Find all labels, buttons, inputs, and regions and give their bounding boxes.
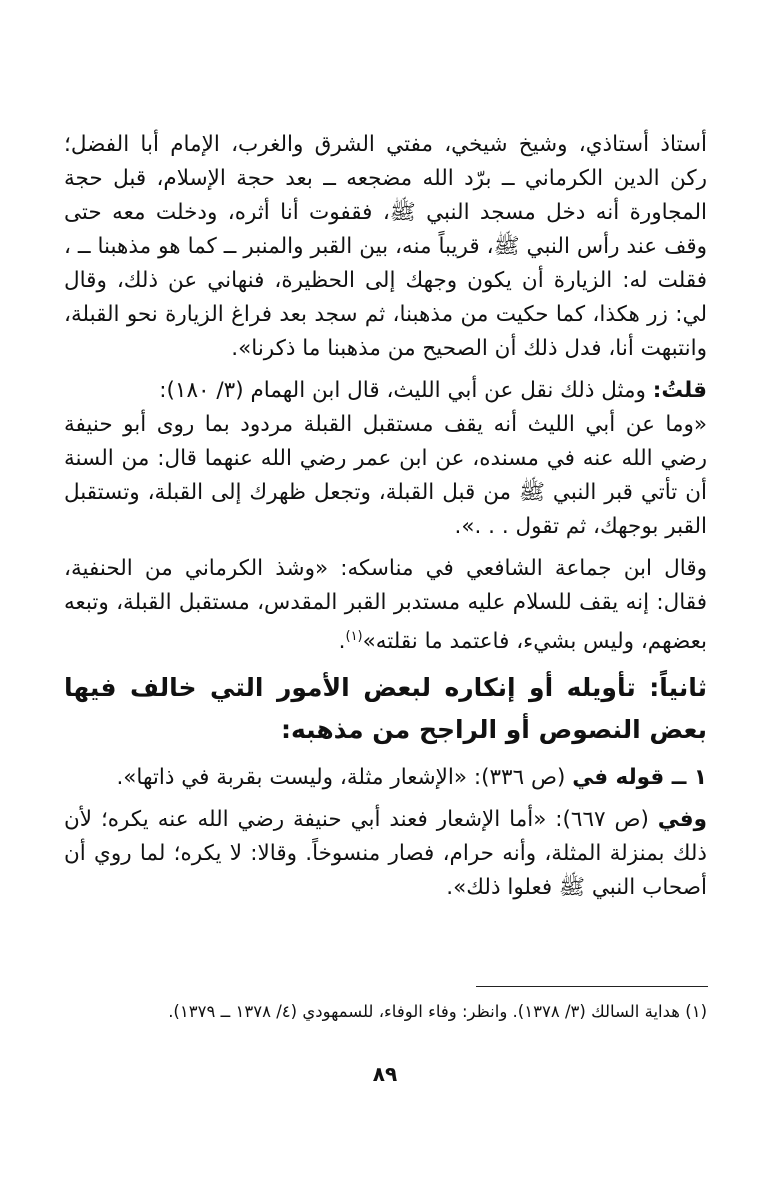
paragraph-ishar (64, 803, 707, 905)
paragraph-lead: وفي (657, 807, 707, 833)
list-item-lead: ١ ــ قوله في (572, 765, 707, 791)
footnote-ref: (١) (345, 629, 363, 644)
list-item-1 (64, 761, 707, 795)
footnote-divider (476, 986, 708, 987)
page-number: ٨٩ (372, 1062, 398, 1086)
paragraph-ibn-jamaah (64, 552, 707, 659)
paragraph-text: وقال ابن جماعة الشافعي في مناسكه: «وشذ الكرماني من الحنفية، فقال: إنه يقف للسلام عليه مستدبر القبر المقدس، مستقبل القبلة، وتبعه بعضهم، وليس بشيء، فاعتمد ما نقلته» (64, 556, 707, 655)
paragraph-lead: قلتُ: (652, 378, 707, 403)
list-item-text: (ص ٣٣٦): «الإشعار مثلة، وليست بقربة في ذاتها». (116, 765, 566, 791)
paragraph-abu-al-layth (64, 374, 707, 544)
paragraph-text: (ص ٦٦٧): «أما الإشعار فعند أبي حنيفة رضي الله عنه يكره؛ لأن ذلك بمنزلة المثلة، وأنه حرام، فصار منسوخاً. وقالا: لا يكره؛ لما روي أن أصحاب النبي ﷺ فعلوا ذلك». (64, 807, 707, 901)
paragraph-kirmani-account: أستاذ أستاذي، وشيخ شيخي، مفتي الشرق والغرب، الإمام أبا الفضل؛ ركن الدين الكرماني ــ برّد الله مضجعه ــ بعد حجة الإسلام، قبل حجة المجاورة أنه دخل مسجد النبي ﷺ، فقفوت أنا أثره، ودخلت معه حتى وقف عند رأس النبي ﷺ، قريباً منه، بين القبر والمنبر ــ كما هو مذهبنا ــ ، فقلت له: الزيارة أن يكون وجهك إلى الحظيرة، فنهاني عن ذلك، وقال لي: زر هكذا، كما حكيت من مذهبنا، ثم سجد بعد فراغ الزيارة نحو القبلة، وانتبهت أنا، فدل ذلك أن الصحيح من مذهبنا ما ذكرنا». (64, 132, 707, 361)
paragraph-end: . (338, 629, 346, 655)
footnote: (١) هداية السالك (٣/ ١٣٧٨). وانظر: وفاء الوفاء، للسمهودي (٤/ ١٣٧٨ ــ ١٣٧٩). (168, 1002, 707, 1021)
section-heading: ثانياً: تأويله أو إنكاره لبعض الأمور التي خالف فيها بعض النصوص أو الراجح من مذهبه: (64, 673, 707, 745)
body-text (64, 128, 707, 905)
quote-ibn-al-humam: «وما عن أبي الليث أنه يقف مستقبل القبلة مردود بما روى أبو حنيفة رضي الله عنه في مسنده، عن ابن عمر رضي الله عنهما قال: من السنة أن تأتي قبر النبي ﷺ من قبل القبلة، وتجعل ظهرك إلى القبلة، وتستقبل القبر بوجهك، ثم تقول . . .». (64, 412, 707, 539)
paragraph-text: ومثل ذلك نقل عن أبي الليث، قال ابن الهمام (٣/ ١٨٠): (159, 378, 646, 403)
